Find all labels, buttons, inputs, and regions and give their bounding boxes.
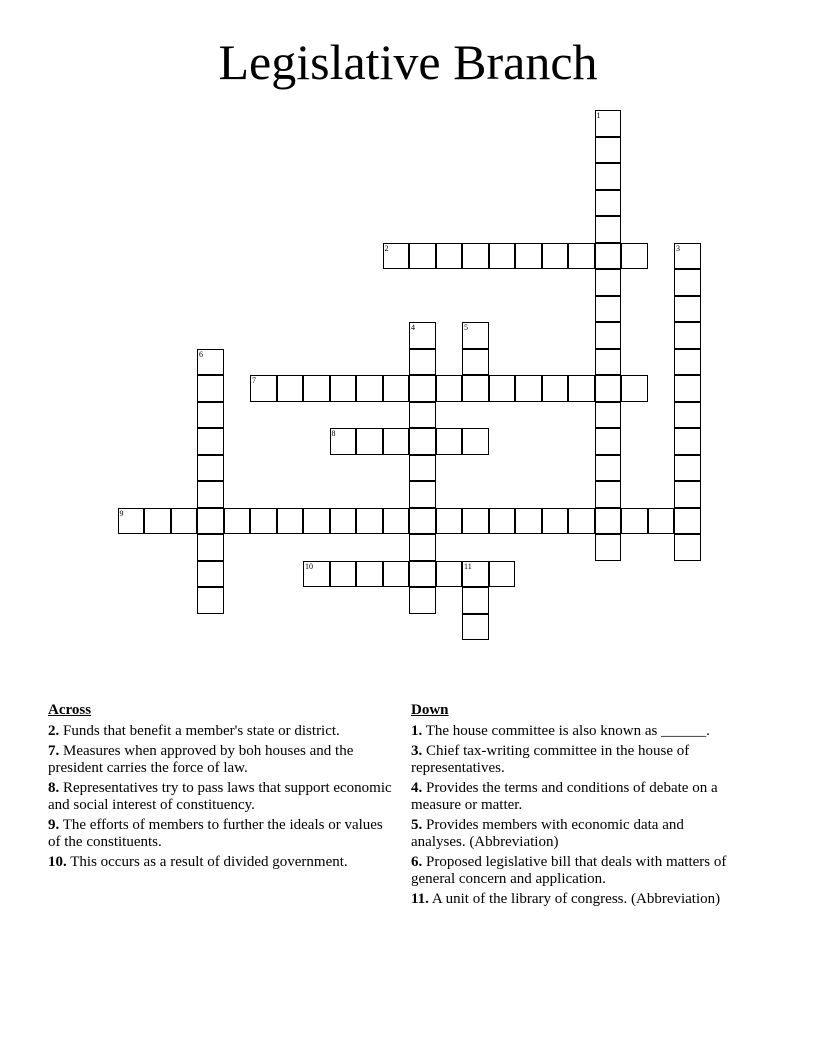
clue-text: Provides members with economic data and analyses. (Abbreviation) xyxy=(411,817,684,850)
grid-cell xyxy=(674,428,701,455)
grid-cell xyxy=(462,561,489,588)
grid-cell xyxy=(197,587,224,614)
grid-cell xyxy=(674,375,701,402)
grid-cell xyxy=(595,534,622,561)
grid-cell xyxy=(303,508,330,535)
grid-cell xyxy=(118,508,145,535)
grid-cell xyxy=(409,428,436,455)
grid-cell xyxy=(436,428,463,455)
grid-cell xyxy=(462,508,489,535)
cell-number: 6 xyxy=(199,349,203,359)
grid-cell xyxy=(197,481,224,508)
clue-down-5 xyxy=(411,817,741,851)
grid-cell xyxy=(674,322,701,349)
grid-cell xyxy=(383,375,410,402)
grid-cell xyxy=(462,375,489,402)
grid-cell xyxy=(595,190,622,217)
clue-down-4 xyxy=(411,780,741,814)
clue-text: Provides the terms and conditions of debate on a measure or matter. xyxy=(411,780,718,813)
grid-cell xyxy=(409,243,436,270)
grid-cell xyxy=(595,110,622,137)
grid-cell xyxy=(277,375,304,402)
clue-text: The efforts of members to further the ideals or values of the constituents. xyxy=(48,817,383,850)
clue-number: 9. xyxy=(48,817,60,833)
grid-cell xyxy=(409,455,436,482)
grid-cell xyxy=(356,508,383,535)
grid-cell xyxy=(197,561,224,588)
clue-number: 5. xyxy=(411,817,423,833)
grid-cell xyxy=(330,428,357,455)
grid-cell xyxy=(409,349,436,376)
grid-cell xyxy=(277,508,304,535)
clue-text: Proposed legislative bill that deals with matters of general concern and application. xyxy=(411,854,727,887)
grid-cell xyxy=(542,375,569,402)
grid-cell xyxy=(595,137,622,164)
down-clues xyxy=(411,702,741,911)
cell-number: 11 xyxy=(464,561,472,571)
grid-cell xyxy=(356,375,383,402)
grid-cell xyxy=(171,508,198,535)
grid-cell xyxy=(250,508,277,535)
clue-down-1 xyxy=(411,723,741,740)
cell-number: 3 xyxy=(676,243,680,253)
grid-cell xyxy=(356,428,383,455)
clue-text: Measures when approved by boh houses and the president carries the force of law. xyxy=(48,743,354,776)
grid-cell xyxy=(621,243,648,270)
grid-cell xyxy=(462,587,489,614)
grid-cell xyxy=(515,508,542,535)
grid-cell xyxy=(409,481,436,508)
grid-cell xyxy=(330,375,357,402)
clue-number: 7. xyxy=(48,743,60,759)
grid-cell xyxy=(383,561,410,588)
grid-cell xyxy=(595,322,622,349)
grid-cell xyxy=(595,481,622,508)
grid-cell xyxy=(489,243,516,270)
grid-cell xyxy=(197,375,224,402)
clue-text: A unit of the library of congress. (Abbreviation) xyxy=(431,891,721,907)
grid-cell xyxy=(462,349,489,376)
grid-cell xyxy=(595,296,622,323)
grid-cell xyxy=(436,508,463,535)
grid-cell xyxy=(568,243,595,270)
cell-number: 1 xyxy=(596,111,601,120)
clue-number: 11. xyxy=(411,891,429,907)
grid-cell xyxy=(462,428,489,455)
grid-cell xyxy=(303,375,330,402)
grid-cell xyxy=(542,508,569,535)
grid-cell xyxy=(383,428,410,455)
cell-number: 4 xyxy=(411,323,415,332)
cell-number: 7 xyxy=(252,376,256,385)
clue-across-7 xyxy=(48,743,393,777)
grid-cell xyxy=(674,296,701,323)
grid-cell xyxy=(144,508,171,535)
grid-cell xyxy=(250,375,277,402)
grid-cell xyxy=(383,243,410,270)
grid-cell xyxy=(330,508,357,535)
grid-cell xyxy=(197,508,224,535)
grid-cell xyxy=(224,508,251,535)
grid-cell xyxy=(409,402,436,429)
grid-cell xyxy=(197,402,224,429)
grid-cell xyxy=(409,561,436,588)
clue-across-9 xyxy=(48,817,393,851)
grid-cell xyxy=(542,243,569,270)
clue-number: 8. xyxy=(48,780,60,796)
grid-cell xyxy=(595,508,622,535)
clue-number: 4. xyxy=(411,780,423,796)
grid-cell xyxy=(515,243,542,270)
cell-number: 5 xyxy=(464,323,468,332)
grid-cell xyxy=(409,508,436,535)
clue-across-10 xyxy=(48,854,393,871)
clue-number: 1. xyxy=(411,723,423,739)
grid-cell xyxy=(674,508,701,535)
clue-across-8 xyxy=(48,780,393,814)
grid-cell xyxy=(462,243,489,270)
grid-cell xyxy=(595,269,622,296)
grid-cell xyxy=(595,375,622,402)
clue-down-6 xyxy=(411,854,741,888)
grid-cell xyxy=(409,587,436,614)
grid-cell xyxy=(383,508,410,535)
clue-down-3 xyxy=(411,743,741,777)
grid-cell xyxy=(197,455,224,482)
grid-cell xyxy=(674,349,701,376)
clue-down-11 xyxy=(411,891,741,908)
grid-cell xyxy=(489,508,516,535)
grid-cell xyxy=(674,269,701,296)
grid-cell xyxy=(462,322,489,349)
clue-text: Chief tax-writing committee in the house of representatives. xyxy=(411,743,690,776)
clue-number: 2. xyxy=(48,723,60,739)
grid-cell xyxy=(197,534,224,561)
grid-cell xyxy=(489,561,516,588)
grid-cell xyxy=(595,402,622,429)
grid-cell xyxy=(595,455,622,482)
grid-cell xyxy=(462,614,489,641)
grid-cell xyxy=(621,375,648,402)
clue-across-2 xyxy=(48,723,393,740)
grid-cell xyxy=(674,481,701,508)
across-heading: Across xyxy=(48,702,92,718)
across-clues xyxy=(48,702,393,874)
grid-cell xyxy=(595,243,622,270)
grid-cell xyxy=(674,402,701,429)
clue-number: 6. xyxy=(411,854,423,870)
grid-cell xyxy=(621,508,648,535)
clue-text: The house committee is also known as ______. xyxy=(425,723,710,739)
cell-number: 9 xyxy=(119,508,124,518)
grid-cell xyxy=(197,428,224,455)
grid-cell xyxy=(330,561,357,588)
cell-number: 8 xyxy=(331,429,336,438)
clue-number: 10. xyxy=(48,854,67,870)
grid-cell xyxy=(515,375,542,402)
page-title: Legislative Branch xyxy=(218,34,598,90)
grid-cell xyxy=(568,508,595,535)
grid-cell xyxy=(436,375,463,402)
grid-cell xyxy=(356,561,383,588)
grid-cell xyxy=(409,534,436,561)
cell-number: 2 xyxy=(384,243,389,253)
clue-text: This occurs as a result of divided government. xyxy=(70,854,348,870)
grid-cell xyxy=(595,216,622,243)
grid-cell xyxy=(674,455,701,482)
grid-cell xyxy=(489,375,516,402)
grid-cell xyxy=(674,243,701,270)
clue-number: 3. xyxy=(411,743,423,759)
cell-number: 10 xyxy=(305,561,313,571)
grid-cell xyxy=(674,534,701,561)
grid-cell xyxy=(303,561,330,588)
grid-cell xyxy=(436,243,463,270)
clue-text: Representatives try to pass laws that support economic and social interest of constituency. xyxy=(48,780,392,813)
grid-cell xyxy=(409,375,436,402)
grid-cell xyxy=(409,322,436,349)
grid-cell xyxy=(436,561,463,588)
grid-cell xyxy=(648,508,675,535)
grid-cell xyxy=(568,375,595,402)
grid-cell xyxy=(595,163,622,190)
grid-cell xyxy=(595,349,622,376)
grid-cell xyxy=(595,428,622,455)
clue-text: Funds that benefit a member's state or district. xyxy=(63,723,340,739)
grid-cell xyxy=(197,349,224,376)
down-heading: Down xyxy=(411,702,449,718)
